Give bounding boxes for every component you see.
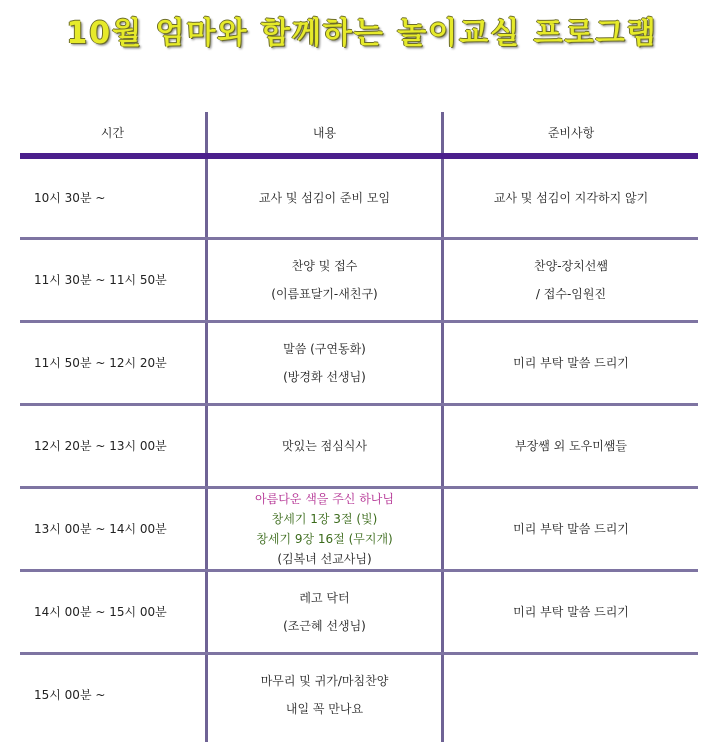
content-line: (방경화 선생님)	[283, 370, 366, 384]
content-line: 창세기 1장 3절 (빛)	[271, 512, 378, 526]
row-4-prep	[444, 406, 698, 486]
row-7-content	[208, 655, 441, 735]
row-4-time	[20, 406, 205, 486]
row-3-time	[20, 323, 205, 403]
content-line: 교사 및 섬김이 준비 모임	[258, 191, 391, 205]
prep-line: 미리 부탁 말씀 드리기	[513, 605, 629, 619]
row-6-prep	[444, 572, 698, 652]
row-3-content	[208, 323, 441, 403]
content-line: 레고 닥터	[299, 591, 350, 605]
time-text: 13시 00분 ~ 14시 00분	[34, 522, 167, 536]
content-line: 마무리 및 귀가/마침찬양	[260, 674, 389, 688]
row-7-time	[20, 655, 205, 735]
row-1-content	[208, 159, 441, 237]
row-5-prep	[444, 489, 698, 569]
content-line: (조근혜 선생님)	[283, 619, 366, 633]
header-time	[20, 118, 205, 148]
header-prep-label: 준비사항	[547, 126, 595, 140]
page-title: 10월 엄마와 함께하는 놀이교실 프로그램	[66, 16, 658, 51]
content-line: 맛있는 점심식사	[282, 439, 367, 453]
row-2-prep	[444, 240, 698, 320]
row-5-time	[20, 489, 205, 569]
prep-line: 교사 및 섬김이 지각하지 않기	[493, 191, 649, 205]
row-2-content	[208, 240, 441, 320]
header-content	[208, 118, 441, 148]
content-line: (이름표달기-새친구)	[271, 287, 378, 301]
header-prep	[444, 118, 698, 148]
row-2-time	[20, 240, 205, 320]
prep-line: / 접수-임원진	[535, 287, 607, 301]
row-7-prep	[444, 655, 698, 735]
content-line: 창세기 9장 16절 (무지개)	[256, 532, 393, 546]
time-text: 11시 50분 ~ 12시 20분	[34, 356, 167, 370]
time-text: 15시 00분 ~	[34, 688, 106, 702]
time-text: 11시 30분 ~ 11시 50분	[34, 273, 167, 287]
row-5-content	[208, 489, 441, 569]
prep-line: 미리 부탁 말씀 드리기	[513, 356, 629, 370]
time-text: 14시 00분 ~ 15시 00분	[34, 605, 167, 619]
prep-line: 미리 부탁 말씀 드리기	[513, 522, 629, 536]
row-6-content	[208, 572, 441, 652]
row-3-prep	[444, 323, 698, 403]
content-line: 아름다운 색을 주신 하나님	[255, 492, 394, 506]
row-1-prep	[444, 159, 698, 237]
header-content-label: 내용	[312, 126, 337, 140]
content-line: 찬양 및 접수	[291, 259, 358, 273]
prep-line: 부장쌤 외 도우미쌤들	[515, 439, 627, 453]
header-time-label: 시간	[100, 126, 125, 140]
row-4-content	[208, 406, 441, 486]
row-6-time	[20, 572, 205, 652]
time-text: 10시 30분 ~	[34, 191, 106, 205]
row-1-time	[20, 159, 205, 237]
time-text: 12시 20분 ~ 13시 00분	[34, 439, 167, 453]
content-line: 말씀 (구연동화)	[283, 342, 366, 356]
prep-line: 찬양-장치선쌤	[534, 259, 608, 273]
content-line: (김복녀 선교사님)	[277, 552, 372, 566]
content-line: 내일 꼭 만나요	[285, 702, 364, 716]
